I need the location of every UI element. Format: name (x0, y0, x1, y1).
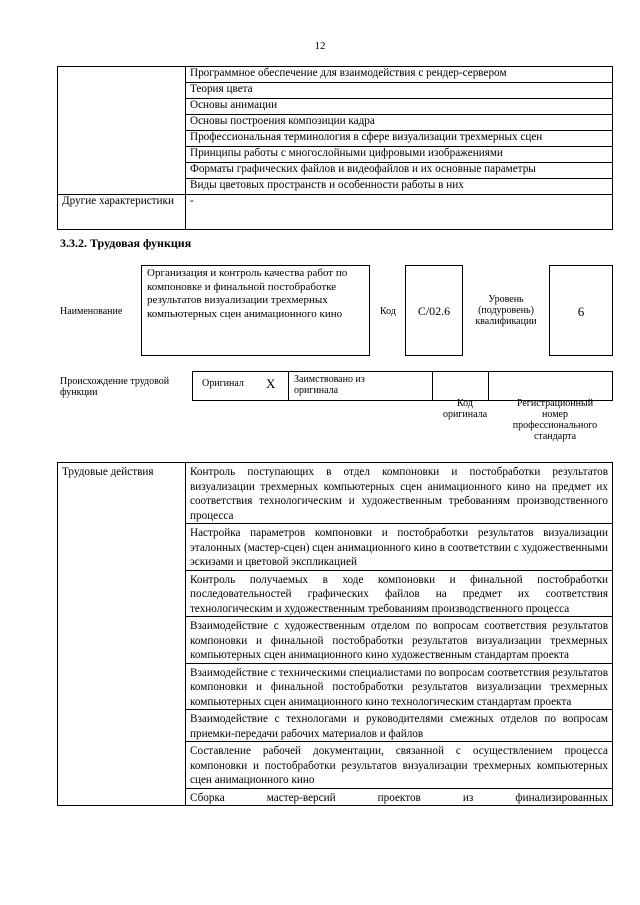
labor-action-item: Контроль получаемых в ходе компоновки и финальной постобработки последовательностей графических файлов на предмет их соответствия технологическим и художественным требованиям производственного процесса (186, 570, 613, 617)
function-code-box: C/02.6 (405, 265, 463, 356)
section-heading: 3.3.2. Трудовая функция (60, 236, 192, 250)
knowledge-table (57, 66, 613, 230)
name-label: Наименование (60, 306, 123, 317)
knowledge-label-cell (58, 67, 186, 195)
function-name-box: Организация и контроль качества работ по компоновке и финальной постобработке результатов визуализации трехмерных компьютерных сцен анимационного кино (141, 265, 370, 356)
labor-action-item: Контроль поступающих в отдел компоновки и постобработки результатов визуализации трехмерных компьютерных сцен анимационного кино на предмет их соответствия технологическим и художественным требованиям производственного процесса (186, 463, 613, 524)
knowledge-item: Основы анимации (186, 99, 613, 115)
page-number: 12 (314, 40, 326, 52)
knowledge-item: Виды цветовых пространств и особенности работы в них (186, 179, 613, 195)
origin-borrowed-cell (288, 371, 433, 401)
origin-original-cell (192, 371, 289, 401)
labor-actions-table (57, 462, 613, 806)
labor-action-item: Взаимодействие с техническими специалистами по вопросам соответствия результатов компоновки и финальной постобработки результатов визуализации трехмерных компьютерных сцен анимационного кино технологическим стандартам проекта (186, 663, 613, 710)
level-label: Уровень (подуровень) квалификации (475, 294, 537, 327)
other-characteristics-label: Другие характеристики (58, 195, 186, 230)
labor-action-item: Составление рабочей документации, связанной с осуществлением процесса компоновки и постобработки результатов визуализации трехмерных компьютерных сцен анимационного кино (186, 742, 613, 789)
labor-action-item: Взаимодействие с технологами и руководителями смежных отделов по вопросам приемки-передачи рабочих материалов и файлов (186, 710, 613, 742)
labor-actions-label: Трудовые действия (58, 463, 186, 806)
knowledge-item: Теория цвета (186, 83, 613, 99)
original-mark: X (266, 376, 276, 391)
original-label: Оригинал (202, 378, 244, 389)
labor-action-item: Взаимодействие с художественным отделом по вопросам соответствия результатов компоновки и финальной постобработки результатов визуализации трехмерных компьютерных сцен анимационного кино художественным стандартам проекта (186, 617, 613, 664)
borrowed-label: Заимствовано из оригинала (294, 374, 365, 396)
reg-number-label: Регистрационный номер профессионального стандарта (512, 398, 598, 442)
knowledge-item: Профессиональная терминология в сфере визуализации трехмерных сцен (186, 131, 613, 147)
code-label: Код (380, 306, 396, 317)
knowledge-item: Форматы графических файлов и видеофайлов и их основные параметры (186, 163, 613, 179)
knowledge-item: Основы построения композиции кадра (186, 115, 613, 131)
labor-action-item: Сборка мастер-версий проектов из финализированных (186, 788, 613, 806)
other-characteristics-value: - (186, 195, 613, 230)
labor-action-item: Настройка параметров компоновки и постобработки результатов визуализации эталонных (мастер-сцен) сцен анимационного кино в соответствии с художественными эскизами и цветовой экспликацией (186, 524, 613, 571)
knowledge-item: Программное обеспечение для взаимодействия с рендер-сервером (186, 67, 613, 83)
level-box: 6 (549, 265, 613, 356)
origin-code-cell (432, 371, 489, 401)
origin-label: Происхождение трудовой функции (60, 376, 170, 398)
code-original-label: Код оригинала (442, 398, 488, 420)
knowledge-item: Принципы работы с многослойными цифровыми изображениями (186, 147, 613, 163)
